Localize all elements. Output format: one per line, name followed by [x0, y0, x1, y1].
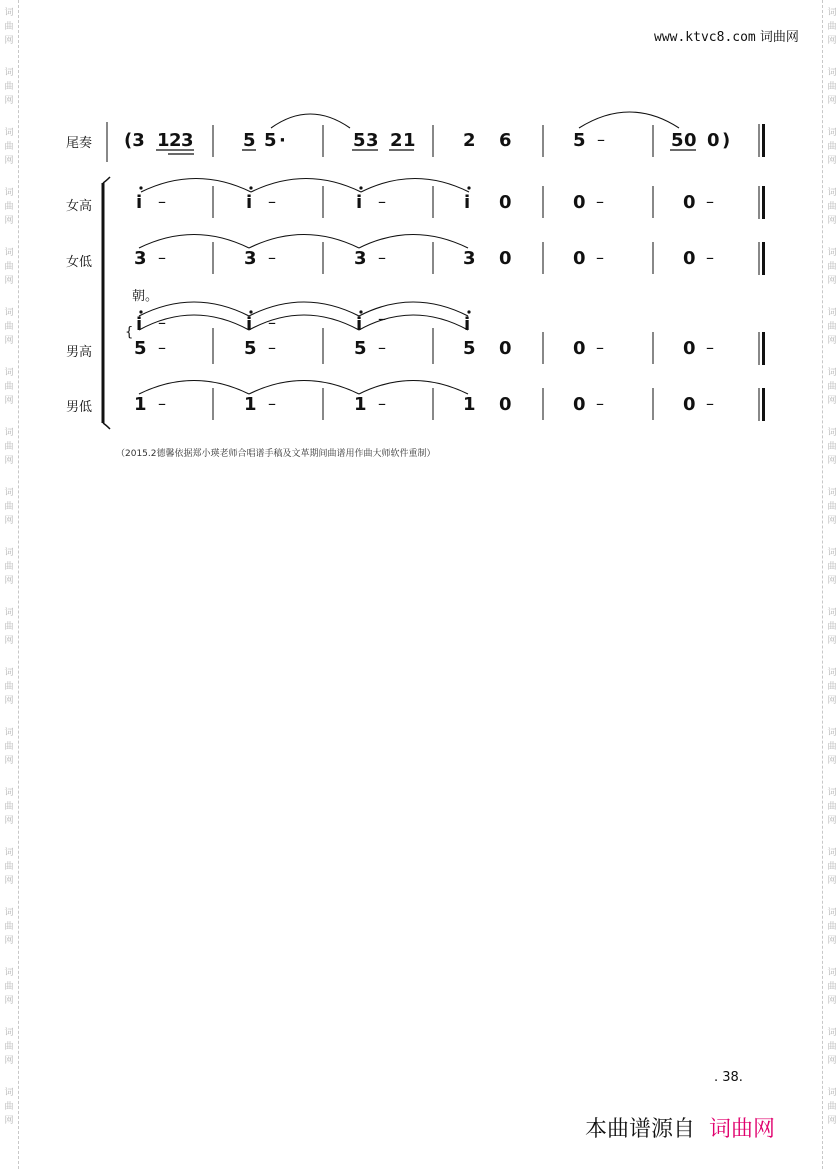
watermark-glyph: 词 曲 网	[4, 1088, 14, 1126]
svg-text:–: –	[706, 338, 714, 357]
note: 0	[499, 192, 512, 213]
watermark-glyph: 词 曲 网	[4, 908, 14, 946]
lyric-text: 朝。	[132, 289, 159, 304]
watermark-glyph: 词 曲 网	[4, 608, 14, 646]
note: 3	[134, 248, 147, 269]
note: i	[246, 192, 253, 213]
watermark-glyph: 词 曲 网	[4, 308, 14, 346]
note: 3	[463, 248, 476, 269]
note: 5	[354, 338, 367, 359]
watermark-glyph: 词 曲 网	[827, 1028, 837, 1066]
watermark-glyph: 词 曲 网	[4, 68, 14, 106]
note: 5	[243, 130, 256, 151]
final-barlines	[759, 124, 765, 421]
note: 0	[683, 394, 696, 415]
svg-text:–: –	[268, 394, 276, 413]
watermark-glyph: 词 曲 网	[4, 788, 14, 826]
note: 5	[134, 338, 147, 359]
svg-text:–: –	[268, 248, 276, 267]
watermark-glyph: 词 曲 网	[827, 1088, 837, 1126]
note: i	[356, 192, 363, 213]
watermark-glyph: 词 曲 网	[4, 368, 14, 406]
svg-text:–: –	[378, 192, 386, 211]
note: 0	[683, 338, 696, 359]
note: 5	[463, 338, 476, 359]
note: 1	[244, 394, 257, 415]
svg-text:–: –	[596, 248, 604, 267]
watermark-glyph: 词 曲 网	[827, 68, 837, 106]
watermark-glyph: 词 曲 网	[827, 188, 837, 226]
svg-text:–: –	[596, 338, 604, 357]
svg-text:–: –	[378, 309, 386, 328]
note: 0	[499, 338, 512, 359]
divisi-brace: {	[125, 325, 134, 340]
svg-text:–: –	[706, 394, 714, 413]
part-label-outro: 尾奏	[66, 136, 93, 151]
note: 5	[671, 130, 684, 151]
footnote: （2015.2德馨依据郑小瑛老师合唱谱手稿及文革期间曲谱用作曲大师软件重制）	[116, 449, 436, 459]
note: 2	[169, 130, 182, 151]
note: (3	[124, 130, 145, 151]
note: 1	[354, 394, 367, 415]
watermark-glyph: 词 曲 网	[4, 848, 14, 886]
dash: –	[597, 130, 605, 149]
watermark-glyph: 词 曲 网	[827, 128, 837, 166]
alto-row	[134, 235, 714, 270]
note: 0	[573, 394, 586, 415]
note: i	[464, 314, 471, 335]
watermark-glyph: 词 曲 网	[827, 548, 837, 586]
note: 0	[573, 192, 586, 213]
bass-row	[134, 381, 714, 416]
watermark-glyph: 词 曲 网	[827, 308, 837, 346]
note: 3	[181, 130, 194, 151]
note: )	[722, 130, 731, 151]
watermark-glyph: 词 曲 网	[827, 908, 837, 946]
svg-text:–: –	[158, 338, 166, 357]
note: 0	[573, 338, 586, 359]
watermark-glyph: 词 曲 网	[827, 968, 837, 1006]
note: 3	[354, 248, 367, 269]
note: 1	[463, 394, 476, 415]
watermark-glyph: 词 曲 网	[827, 248, 837, 286]
page-number: . 38.	[714, 1070, 743, 1085]
part-label-bass: 男低	[66, 400, 93, 415]
svg-text:–: –	[378, 394, 386, 413]
svg-text:–: –	[268, 313, 276, 332]
note: 1	[157, 130, 170, 151]
note: i	[246, 314, 253, 335]
soprano-row	[136, 179, 714, 214]
note: 3	[244, 248, 257, 269]
choir-bracket	[103, 177, 110, 429]
watermark-glyph: 词 曲 网	[4, 968, 14, 1006]
note: i	[356, 314, 363, 335]
watermark-glyph: 词 曲 网	[827, 608, 837, 646]
watermark-glyph: 词 曲 网	[4, 668, 14, 706]
watermark-glyph: 词 曲 网	[827, 368, 837, 406]
watermark-glyph: 词 曲 网	[4, 128, 14, 166]
part-label-alto: 女低	[66, 255, 93, 270]
source-credit	[585, 1112, 775, 1143]
note: 2	[390, 130, 403, 151]
watermark-glyph: 词 曲 网	[4, 428, 14, 466]
dot: ·	[279, 130, 286, 151]
part-label-tenor: 男高	[66, 345, 93, 360]
watermark-glyph: 词 曲 网	[4, 188, 14, 226]
watermark-glyph: 词 曲 网	[4, 488, 14, 526]
svg-text:–: –	[158, 248, 166, 267]
part-label-soprano: 女高	[66, 199, 93, 214]
watermark-glyph: 词 曲 网	[827, 488, 837, 526]
watermark-glyph: 词 曲 网	[827, 728, 837, 766]
note: 6	[499, 130, 512, 151]
note: 0	[683, 248, 696, 269]
choral-score	[0, 0, 840, 480]
watermark-glyph: 词 曲 网	[827, 428, 837, 466]
svg-text:–: –	[378, 248, 386, 267]
note: i	[136, 314, 143, 335]
note: 5	[573, 130, 586, 151]
site-url-link[interactable]: www.ktvc8.com	[654, 30, 756, 45]
watermark-glyph: 词 曲 网	[4, 1028, 14, 1066]
watermark-glyph: 词 曲 网	[827, 788, 837, 826]
watermark-glyph: 词 曲 网	[4, 548, 14, 586]
watermark-glyph: 词 曲 网	[827, 848, 837, 886]
svg-text:–: –	[158, 313, 166, 332]
svg-text:–: –	[158, 192, 166, 211]
note: 5	[353, 130, 366, 151]
note: 1	[403, 130, 416, 151]
svg-text:–: –	[268, 192, 276, 211]
svg-text:–: –	[596, 394, 604, 413]
watermark-glyph: 词 曲 网	[4, 728, 14, 766]
watermark-glyph: 词 曲 网	[4, 248, 14, 286]
svg-text:–: –	[706, 192, 714, 211]
watermark-glyph: 词 曲 网	[827, 668, 837, 706]
note: 0	[573, 248, 586, 269]
note: 1	[134, 394, 147, 415]
note: 0	[707, 130, 720, 151]
source-prefix: 本曲谱源自	[585, 1117, 696, 1142]
svg-text:–: –	[706, 248, 714, 267]
site-name: 词曲网	[759, 30, 799, 45]
note: 5	[264, 130, 277, 151]
note: 0	[499, 248, 512, 269]
barlines	[213, 125, 653, 420]
note: 0	[499, 394, 512, 415]
watermark-glyph: 词 曲 网	[4, 8, 14, 46]
svg-text:–: –	[378, 338, 386, 357]
note: 0	[684, 130, 697, 151]
note: 3	[366, 130, 379, 151]
svg-text:–: –	[158, 394, 166, 413]
svg-text:–: –	[596, 192, 604, 211]
outro-row	[124, 112, 730, 154]
source-brand-link[interactable]: 词曲网	[709, 1117, 776, 1142]
note: 0	[683, 192, 696, 213]
svg-text:–: –	[268, 338, 276, 357]
note: i	[136, 192, 143, 213]
note: 2	[463, 130, 476, 151]
note: i	[464, 192, 471, 213]
watermark-glyph: 词 曲 网	[827, 8, 837, 46]
note: 5	[244, 338, 257, 359]
